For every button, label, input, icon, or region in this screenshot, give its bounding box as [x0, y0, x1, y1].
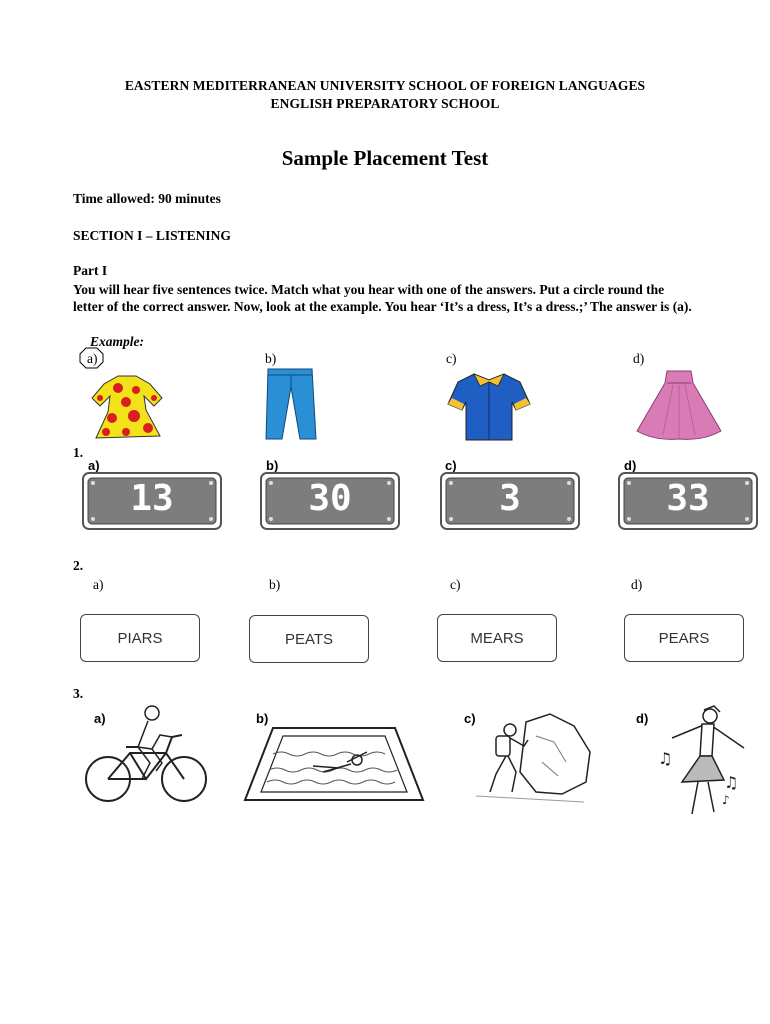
question-1-number: 1. — [73, 445, 84, 460]
q2-word-c[interactable]: MEARS — [437, 614, 557, 662]
q2-option-a[interactable]: a) — [93, 577, 104, 592]
part-instructions: You will hear five sentences twice. Match what you hear with one of the answers. Put a circle round the letter of the correct answer. Now, look at the example. You hear ‘It’s a dress, It’s a dress.;’ The answer is (a). — [73, 282, 692, 314]
q1-option-b[interactable]: b) — [266, 458, 279, 473]
q1-option-a[interactable]: a) — [88, 458, 100, 473]
dancing-icon[interactable] — [652, 704, 748, 818]
q1-option-c[interactable]: c) — [445, 458, 457, 473]
jeans-icon — [262, 367, 320, 441]
time-allowed: Time allowed: 90 minutes — [73, 191, 221, 206]
school-subname: ENGLISH PREPARATORY SCHOOL — [270, 96, 500, 111]
q1-plate-a[interactable] — [82, 472, 222, 535]
example-option-d[interactable]: d) — [633, 351, 645, 366]
q2-word-a[interactable]: PIARS — [80, 614, 200, 662]
school-name: EASTERN MEDITERRANEAN UNIVERSITY SCHOOL OF FOREIGN LANGUAGES — [124, 78, 646, 93]
page-title: Sample Placement Test — [281, 146, 489, 170]
q3-option-a[interactable]: a) — [94, 711, 106, 726]
q1-plate-b-text: 30 — [308, 478, 352, 519]
q1-option-d[interactable]: d) — [624, 458, 637, 473]
svg-text:♪: ♪ — [722, 793, 730, 807]
part-heading: Part I — [73, 263, 108, 278]
question-3-number: 3. — [73, 686, 84, 701]
svg-text:♫: ♫ — [658, 749, 673, 768]
q3-option-d[interactable]: d) — [636, 711, 649, 726]
cycling-icon[interactable] — [80, 705, 212, 805]
q1-plate-c-text: 3 — [499, 478, 521, 519]
question-2-number: 2. — [73, 558, 84, 573]
q1-plate-b[interactable] — [260, 472, 400, 535]
q1-plate-a-text: 13 — [130, 478, 174, 519]
example-option-a[interactable]: a) — [87, 351, 98, 366]
q1-plate-d-text: 33 — [666, 478, 710, 519]
swimming-icon[interactable] — [243, 724, 425, 804]
q2-option-b[interactable]: b) — [269, 577, 281, 592]
example-option-c[interactable]: c) — [446, 351, 457, 366]
q2-word-d[interactable]: PEARS — [624, 614, 744, 662]
example-option-b[interactable]: b) — [265, 351, 277, 366]
dress-icon — [88, 372, 166, 442]
q1-plate-c[interactable] — [440, 472, 580, 535]
section-heading: SECTION I – LISTENING — [73, 228, 231, 243]
q2-option-d[interactable]: d) — [631, 577, 643, 592]
q2-word-b[interactable]: PEATS — [249, 615, 369, 663]
climbing-icon[interactable] — [466, 712, 592, 806]
q3-option-b[interactable]: b) — [256, 711, 269, 726]
q1-plate-d[interactable] — [618, 472, 758, 535]
q3-option-c[interactable]: c) — [464, 711, 476, 726]
q2-option-c[interactable]: c) — [450, 577, 461, 592]
shirt-icon — [446, 370, 532, 442]
example-label: Example: — [90, 334, 144, 349]
svg-text:♫: ♫ — [724, 773, 739, 792]
skirt-icon — [633, 369, 725, 441]
